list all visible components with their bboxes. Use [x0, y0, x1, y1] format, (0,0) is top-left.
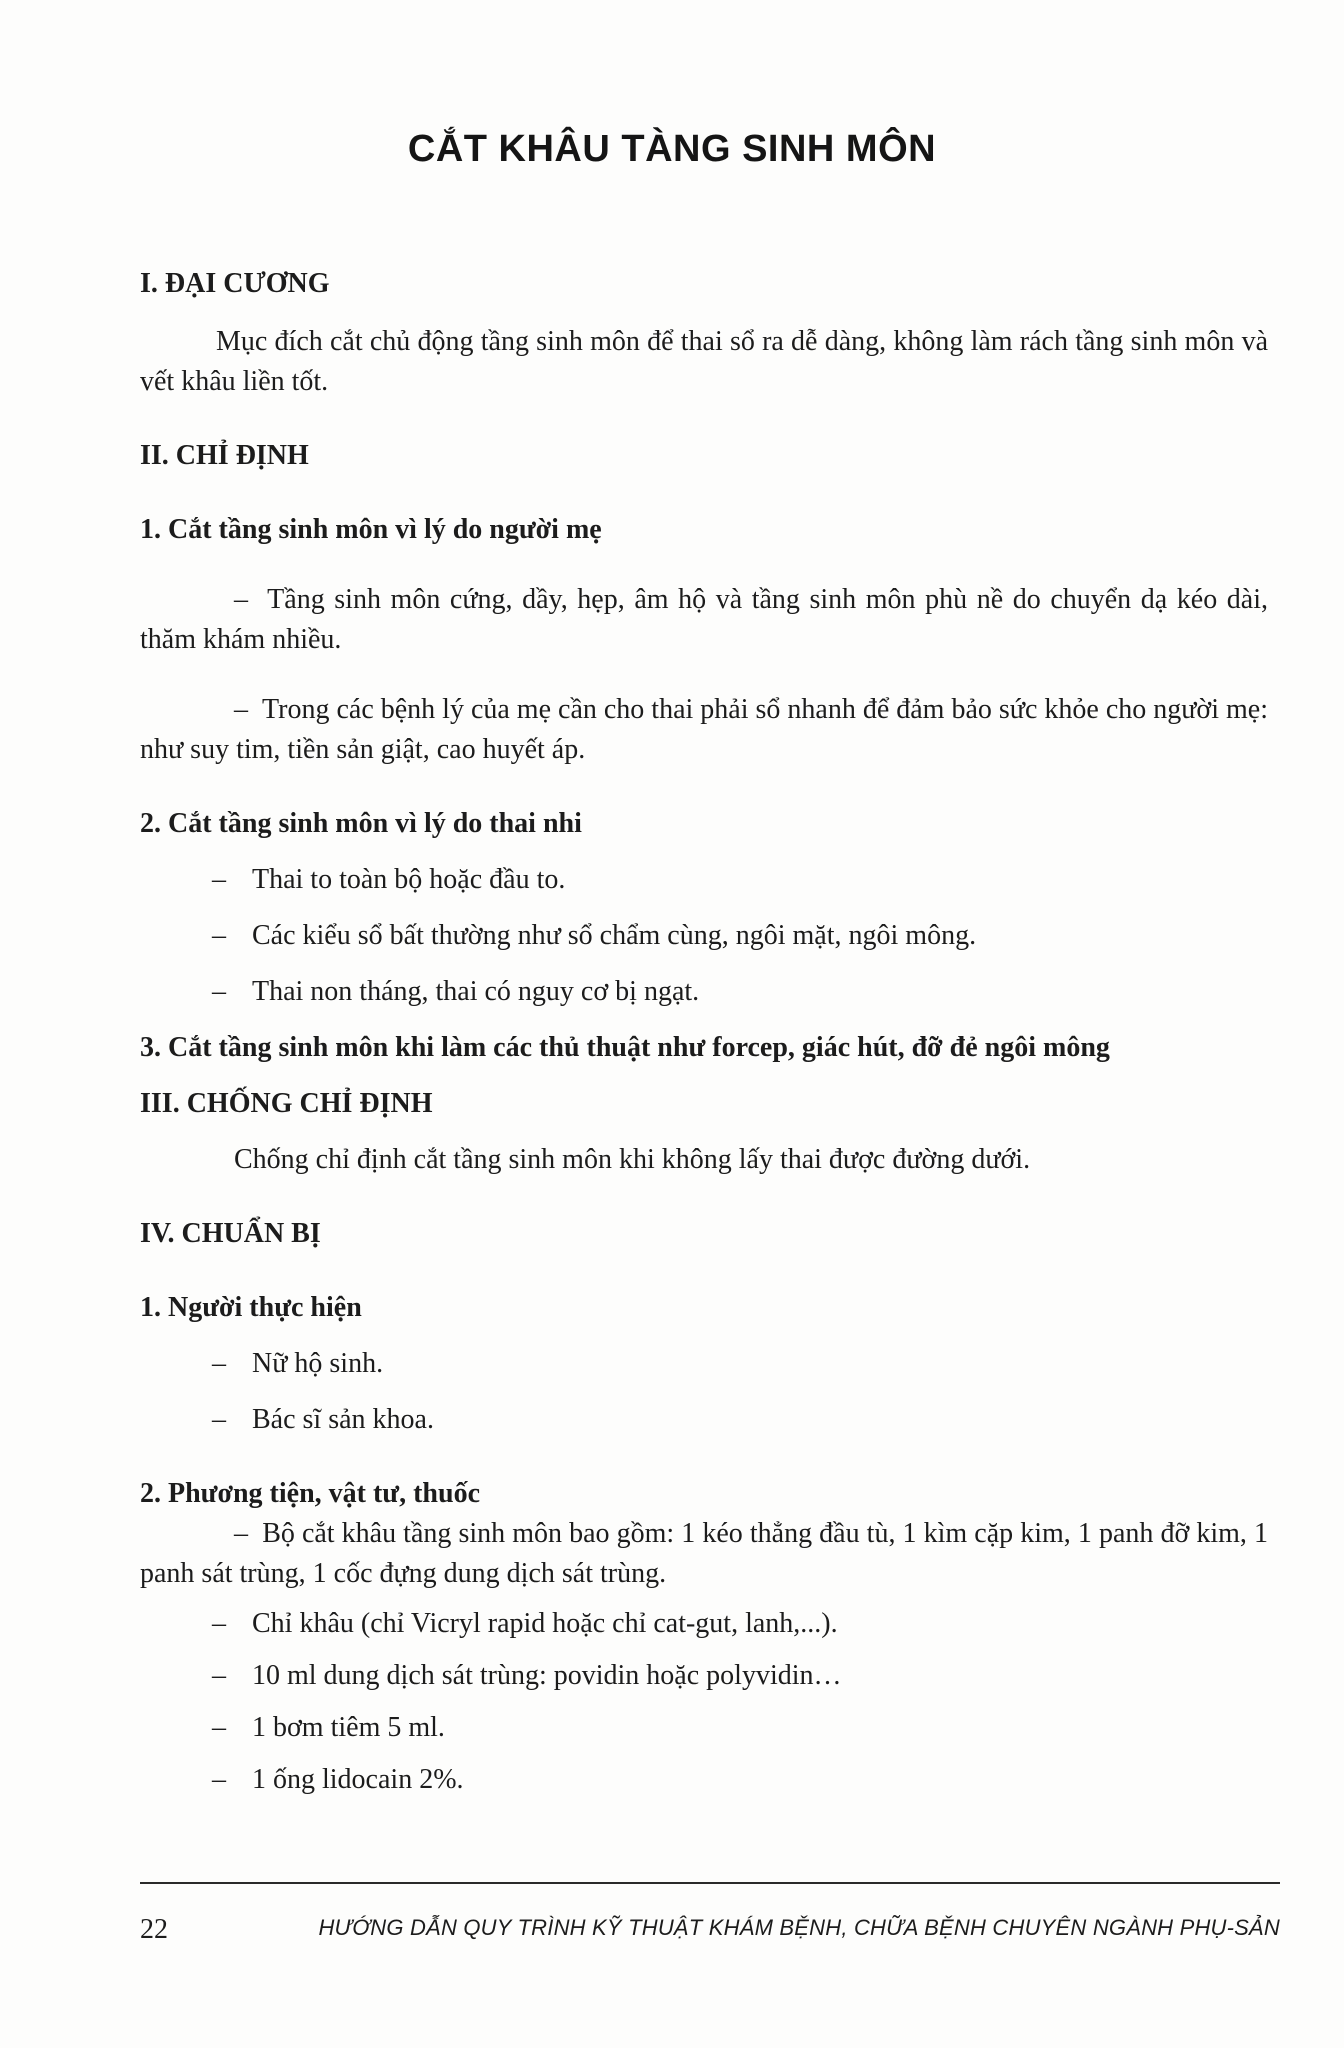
footer-divider: [140, 1882, 1280, 1884]
list-item: [140, 916, 1268, 956]
subheading-fetus-reasons: 2. Cắt tầng sinh môn vì lý do thai nhi: [140, 808, 582, 839]
bullet-dash: –: [212, 1404, 226, 1435]
list-item: [140, 1656, 1268, 1696]
bullet-dash: –: [234, 694, 248, 725]
bullet-dash: –: [212, 1764, 226, 1795]
bullet-dash: –: [234, 584, 248, 615]
section-heading-preparation: IV. CHUẨN BỊ: [140, 1218, 321, 1249]
bullet-dash: –: [212, 1660, 226, 1691]
list-item-text: Các kiểu sổ bất thường như sổ chẩm cùng, ngôi mặt, ngôi mông.: [252, 920, 977, 951]
section-heading-indications: II. CHỈ ĐỊNH: [140, 440, 309, 471]
list-item: [140, 690, 1268, 770]
section-paragraph-general: Mục đích cắt chủ động tầng sinh môn để thai sổ ra dễ dàng, không làm rách tầng sinh môn và vết khâu liền tốt.: [140, 326, 1268, 397]
list-item-text: Thai non tháng, thai có nguy cơ bị ngạt.: [252, 976, 700, 1007]
list-item: [140, 1514, 1268, 1594]
list-item-text: Bộ cắt khâu tầng sinh môn bao gồm: 1 kéo thẳng đầu tù, 1 kìm cặp kim, 1 panh đỡ kim, 1 panh sát trùng, 1 cốc đựng dung dịch sát trùng.: [140, 1518, 1269, 1589]
list-item-text: Tầng sinh môn cứng, dầy, hẹp, âm hộ và tầng sinh môn phù nề do chuyển dạ kéo dài, thăm khám nhiều.: [140, 584, 1268, 655]
section-paragraph-contraindications: Chống chỉ định cắt tầng sinh môn khi không lấy thai được đường dưới.: [234, 1144, 1031, 1175]
bullet-dash: –: [212, 1712, 226, 1743]
running-footer-title: HƯỚNG DẪN QUY TRÌNH KỸ THUẬT KHÁM BỆNH, CHỮA BỆNH CHUYÊN NGÀNH PHỤ-SẢN: [318, 1915, 1280, 1940]
section-heading-contraindications: III. CHỐNG CHỈ ĐỊNH: [140, 1088, 433, 1119]
section-heading-general: I. ĐẠI CƯƠNG: [140, 268, 330, 299]
list-item-text: Thai to toàn bộ hoặc đầu to.: [252, 864, 566, 895]
list-item-text: Chỉ khâu (chỉ Vicryl rapid hoặc chỉ cat-gut, lanh,...).: [252, 1608, 838, 1639]
list-item: [140, 1400, 1268, 1440]
bullet-dash: –: [212, 976, 226, 1007]
list-item: [140, 1760, 1268, 1800]
subheading-mother-reasons: 1. Cắt tầng sinh môn vì lý do người mẹ: [140, 514, 602, 545]
document-body: [140, 264, 1268, 1800]
list-item: [140, 860, 1268, 900]
subheading-procedures: 3. Cắt tầng sinh môn khi làm các thủ thuật như forcep, giác hút, đỡ đẻ ngôi mông: [140, 1032, 1110, 1063]
list-item-text: Nữ hộ sinh.: [252, 1348, 384, 1379]
bullet-dash: –: [234, 1518, 248, 1549]
page-title: CẮT KHÂU TÀNG SINH MÔN: [407, 128, 937, 170]
list-item: [140, 580, 1268, 660]
list-item: [140, 1344, 1268, 1384]
bullet-dash: –: [212, 864, 226, 895]
bullet-dash: –: [212, 920, 226, 951]
list-item: [140, 972, 1268, 1012]
page-number: 22: [140, 1914, 168, 1945]
bullet-dash: –: [212, 1348, 226, 1379]
list-item-text: 10 ml dung dịch sát trùng: povidin hoặc polyvidin…: [252, 1660, 842, 1691]
list-item: [140, 1708, 1268, 1748]
list-item-text: 1 bơm tiêm 5 ml.: [252, 1712, 445, 1743]
list-item-text: Trong các bệnh lý của mẹ cần cho thai phải sổ nhanh để đảm bảo sức khỏe cho người mẹ: như suy tim, tiền sản giật, cao huyết áp.: [140, 694, 1269, 765]
list-item-text: 1 ống lidocain 2%.: [252, 1764, 464, 1795]
list-item-text: Bác sĩ sản khoa.: [252, 1404, 434, 1435]
bullet-dash: –: [212, 1608, 226, 1639]
subheading-equipment: 2. Phương tiện, vật tư, thuốc: [140, 1478, 481, 1509]
list-item: [140, 1604, 1268, 1644]
subheading-performer: 1. Người thực hiện: [140, 1292, 362, 1323]
